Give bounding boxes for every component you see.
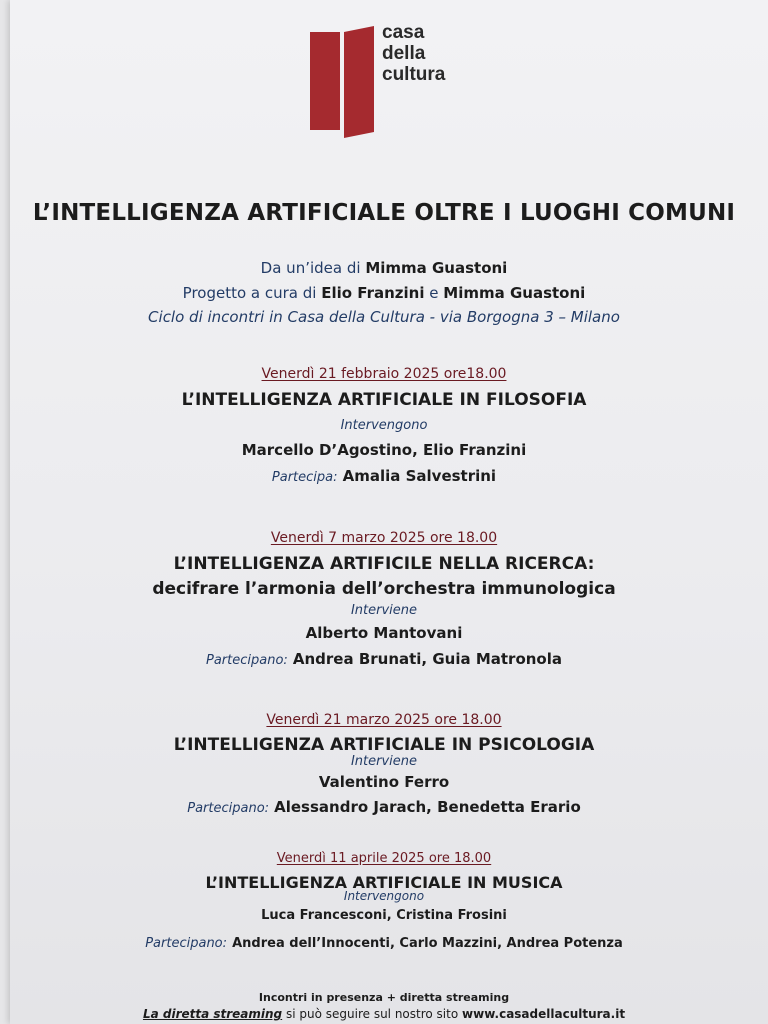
- idea-prefix: Da un’idea di: [260, 259, 361, 277]
- project-credit: [0, 284, 768, 302]
- logo-line-1: casa: [382, 22, 425, 43]
- event-1-speaker-label: Intervengono: [340, 418, 428, 433]
- event-2-speakers: Alberto Mantovani: [305, 624, 463, 642]
- event-3-participants: [0, 797, 768, 816]
- logo-mark-icon: [308, 26, 378, 138]
- event-3-participants-names: Alessandro Jarach, Benedetta Erario: [274, 798, 581, 816]
- event-1-title: L’INTELLIGENZA ARTIFICIALE IN FILOSOFIA: [181, 390, 587, 410]
- event-2-participants: [0, 649, 768, 668]
- logo-line-3: cultura: [382, 64, 446, 85]
- event-2-date: Venerdì 7 marzo 2025 ore 18.00: [270, 530, 498, 546]
- footer-presence: Incontri in presenza + diretta streaming: [258, 991, 510, 1004]
- event-4-title: L’INTELLIGENZA ARTIFICIALE IN MUSICA: [205, 873, 563, 892]
- project-and: e: [429, 284, 439, 302]
- event-1-speakers: Marcello D’Agostino, Elio Franzini: [241, 441, 527, 459]
- event-2-title: L’INTELLIGENZA ARTIFICILE NELLA RICERCA:: [173, 554, 595, 574]
- poster-sheet: [10, 0, 768, 1024]
- event-3-participants-label: Partecipano:: [187, 801, 270, 816]
- event-3-speaker-label: Interviene: [350, 754, 418, 769]
- event-4-participants-label: Partecipano:: [145, 936, 228, 951]
- event-2-participants-label: Partecipano:: [205, 653, 288, 668]
- footer-line-1: [0, 991, 768, 1004]
- streaming-label: La diretta streaming: [142, 1007, 283, 1021]
- logo-line-2: della: [382, 43, 426, 64]
- event-3-date: Venerdì 21 marzo 2025 ore 18.00: [266, 712, 502, 728]
- site-link[interactable]: www.casadellacultura.it: [462, 1007, 626, 1021]
- project-prefix: Progetto a cura di: [182, 284, 317, 302]
- event-3-title: L’INTELLIGENZA ARTIFICIALE IN PSICOLOGIA: [173, 735, 595, 755]
- event-2-speaker-label: Interviene: [350, 603, 418, 618]
- event-1-participants-names: Amalia Salvestrini: [342, 467, 497, 485]
- event-2-participants-names: Andrea Brunati, Guia Matronola: [292, 650, 563, 668]
- ciclo-info: Ciclo di incontri in Casa della Cultura - via Borgogna 3 – Milano: [148, 308, 620, 326]
- event-4-participants: [0, 932, 768, 951]
- idea-credit: [0, 259, 768, 277]
- project-name-2: Mimma Guastoni: [443, 284, 586, 302]
- event-4-speaker-label: Intervengono: [343, 889, 425, 903]
- footer-line-2: [0, 1007, 768, 1021]
- poster-title: L’INTELLIGENZA ARTIFICIALE OLTRE I LUOGHI COMUNI: [32, 200, 736, 226]
- event-1-participants: [0, 466, 768, 485]
- event-4-speakers: Luca Francesconi, Cristina Frosini: [261, 908, 507, 923]
- idea-name: Mimma Guastoni: [365, 259, 508, 277]
- event-3-speakers: Valentino Ferro: [318, 773, 450, 791]
- event-4-date: Venerdì 11 aprile 2025 ore 18.00: [276, 851, 492, 866]
- casa-della-cultura-logo: [308, 22, 468, 137]
- streaming-text: si può seguire sul nostro sito: [285, 1007, 459, 1021]
- event-4-participants-names: Andrea dell’Innocenti, Carlo Mazzini, Andrea Potenza: [232, 936, 623, 951]
- event-2-subtitle: decifrare l’armonia dell’orchestra immunologica: [152, 579, 616, 599]
- event-1-participants-label: Partecipa:: [271, 470, 338, 485]
- event-1-date: Venerdì 21 febbraio 2025 ore18.00: [261, 366, 507, 382]
- project-name-1: Elio Franzini: [321, 284, 425, 302]
- logo-text: [382, 22, 445, 85]
